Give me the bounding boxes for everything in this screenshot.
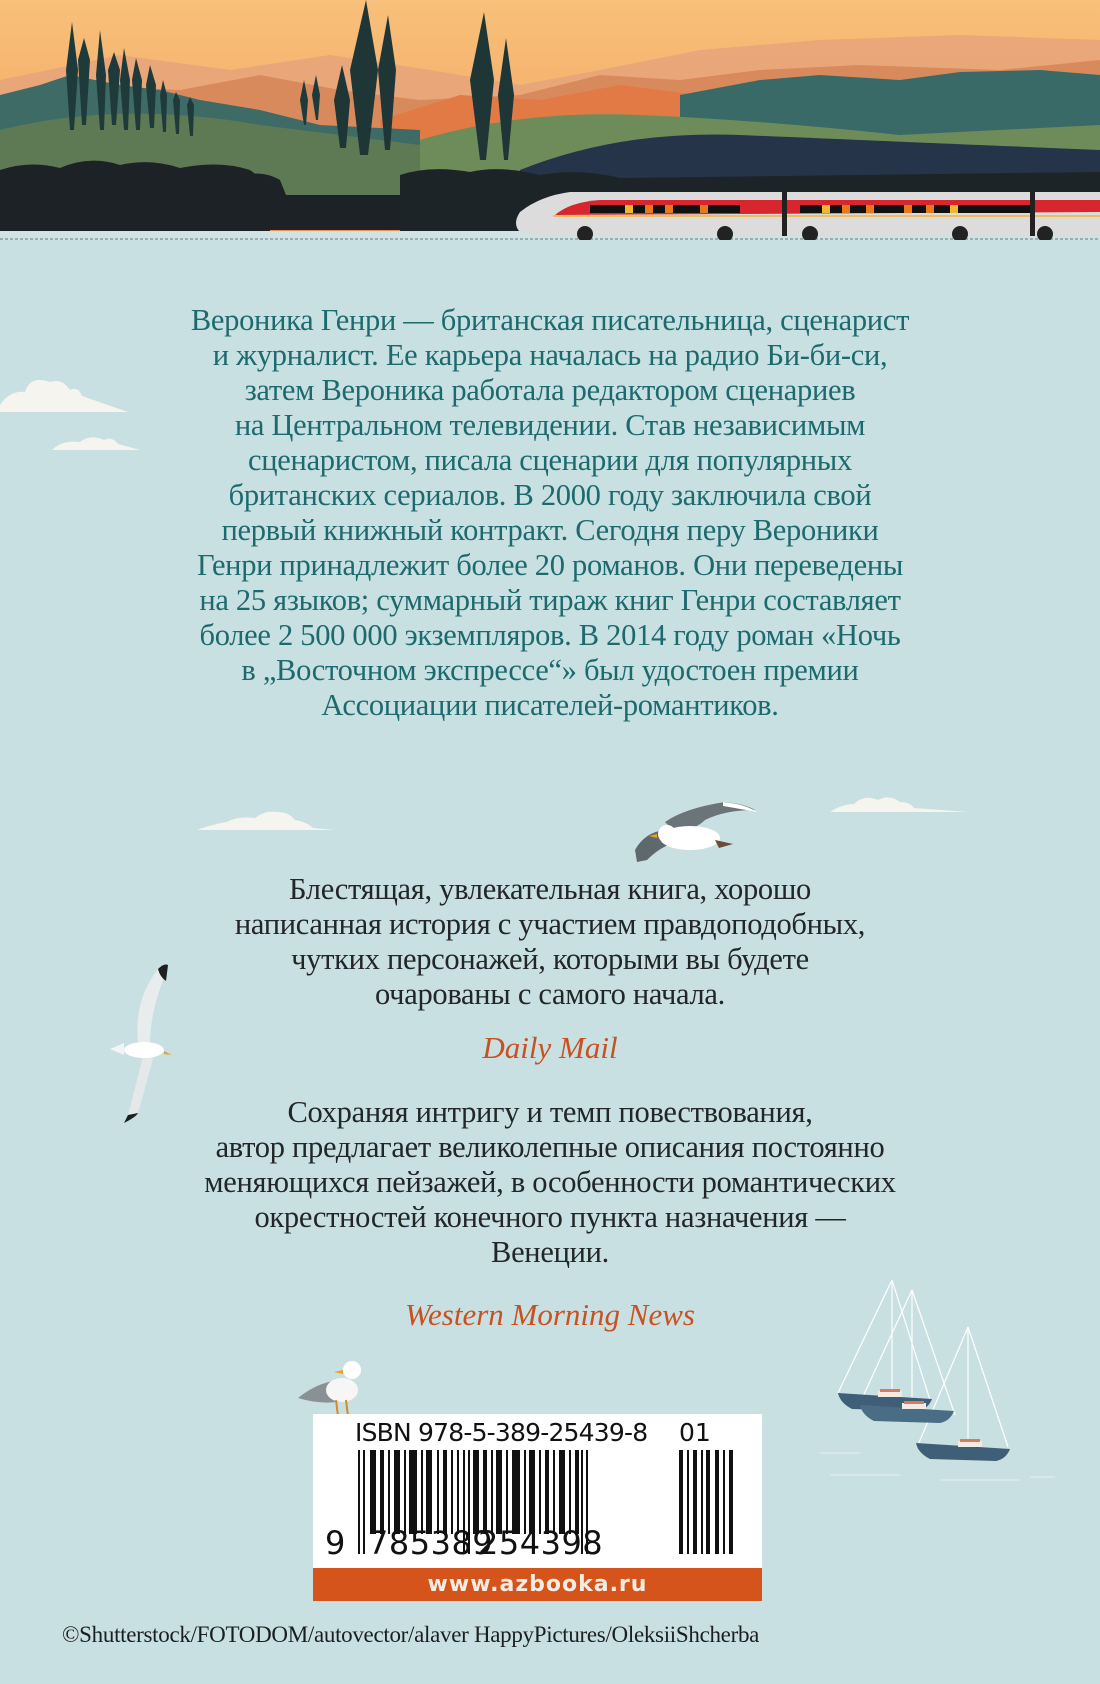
isbn-barcode xyxy=(313,1414,762,1601)
barcode-addon: 01 xyxy=(679,1418,711,1447)
cloud-icon xyxy=(195,810,345,840)
author-bio xyxy=(60,303,1040,723)
sailboats-icon xyxy=(820,1275,1060,1495)
ean-right-digits: 254398 xyxy=(478,1524,604,1562)
review-source: Western Morning News xyxy=(405,1297,695,1332)
review-quote xyxy=(60,872,1040,1012)
bio-line: Генри принадлежит более 20 романов. Они переведены xyxy=(196,548,904,582)
review-line: меняющихся пейзажей, в особенности романтических xyxy=(204,1165,896,1199)
review-line: автор предлагает великолепные описания постоянно xyxy=(215,1130,885,1164)
bio-line: на 25 языков; суммарный тираж книг Генри составляет xyxy=(199,583,901,617)
bio-line: более 2 500 000 экземпляров. В 2014 году роман «Ночь xyxy=(199,618,901,652)
review-line: чутких персонажей, которыми вы будете xyxy=(291,942,809,976)
bio-line: и журналист. Ее карьера началась на радио Би-би-си, xyxy=(212,338,888,372)
ean-first-digit: 9 xyxy=(325,1524,346,1562)
image-credits: ©Shutterstock/FOTODOM/autovector/alaver HappyPictures/OleksiiShcherba xyxy=(62,1622,760,1647)
bio-line: первый книжный контракт. Сегодня перу Вероники xyxy=(221,513,879,547)
bio-line: на Центральном телевидении. Став независимым xyxy=(234,408,866,442)
review-line: Сохраняя интригу и темп повествования, xyxy=(287,1095,813,1129)
landscape-train-illustration xyxy=(0,0,1100,240)
review-source: Daily Mail xyxy=(482,1030,618,1065)
ean-left-digits: 785389 xyxy=(368,1524,494,1562)
review-line: Венеции. xyxy=(491,1235,609,1269)
review-quote xyxy=(60,1095,1040,1270)
cloud-icon xyxy=(808,790,968,820)
publisher-website: www.azbooka.ru xyxy=(313,1568,762,1601)
bio-line: британских сериалов. В 2000 году заключила свой xyxy=(228,478,872,512)
review-line: Блестящая, увлекательная книга, хорошо xyxy=(289,872,811,906)
review-line: очарованы с самого начала. xyxy=(375,977,725,1011)
bio-line: Ассоциации писателей-романтиков. xyxy=(321,688,779,722)
landscape-icon xyxy=(0,0,1100,240)
seagull-icon xyxy=(290,1350,370,1420)
train-icon xyxy=(516,192,1100,240)
review-line: окрестностей конечного пункта назначения — xyxy=(254,1200,846,1234)
bio-line: затем Вероника работала редактором сценариев xyxy=(244,373,856,407)
isbn-label: ISBN 978-5-389-25439-8 xyxy=(355,1418,648,1447)
bio-line: сценаристом, писала сценарии для популярных xyxy=(248,443,852,477)
bio-line: Вероника Генри — британская писательница, сценарист xyxy=(190,303,910,337)
seagull-icon xyxy=(605,800,765,870)
bio-line: в „Восточном экспрессе“» был удостоен премии xyxy=(241,653,859,687)
review-line: написанная история с участием правдоподобных, xyxy=(234,907,866,941)
